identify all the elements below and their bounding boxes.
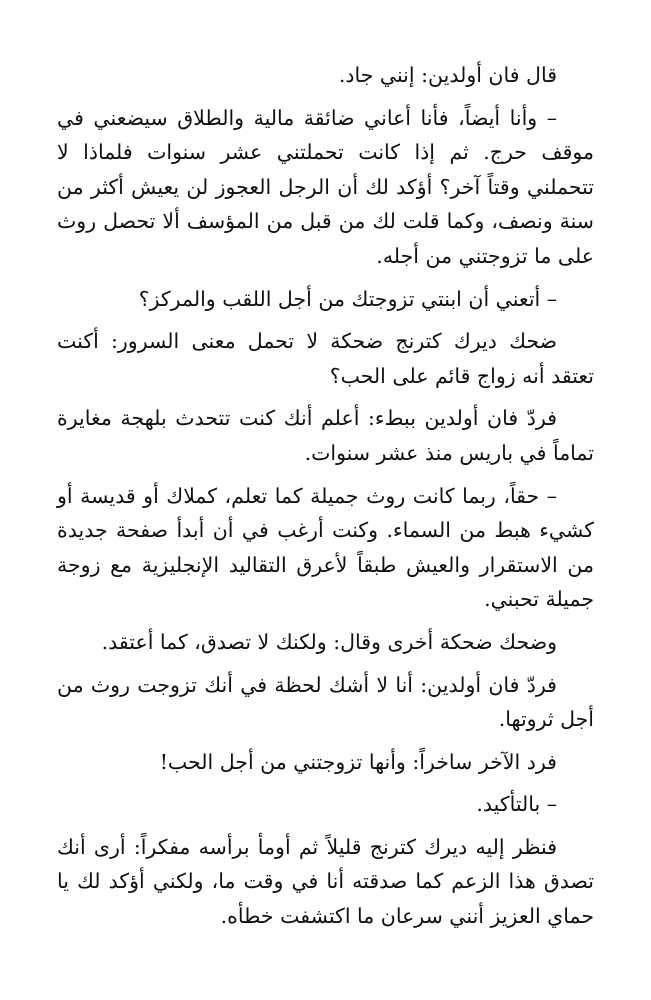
book-page-text [57,58,594,934]
paragraph: – أتعني أن ابنتي تزوجتك من أجل اللقب والمركز؟ [138,286,557,311]
paragraph: – وأنا أيضاً، فأنا أعاني ضائقة مالية والطلاق سيضعني في موقف حرج. ثم إذا كانت تحملتني عشر سنوات فلماذا لا تتحملني وقتاً آخر؟ أؤكد لك أن الرجل العجوز لن يعيش أكثر من سنة ونصف، وكما قلت لك من قبل من المؤسف ألا تحصل روث على ما تزوجتني من أجله. [57,105,594,268]
paragraph: فرد الآخر ساخراً: وأنها تزوجتني من أجل الحب! [159,749,557,774]
paragraph: – حقاً، ربما كانت روث جميلة كما تعلم، كملاك أو قديسة أو كشيء هبط من السماء. وكنت أرغب في أن أبدأ صفحة جديدة من الاستقرار والعيش طبقاً لأعرق التقاليد الإنجليزية مع زوجة جميلة تحبني. [57,483,594,612]
paragraph: فنظر إليه ديرك كترنج قليلاً ثم أومأ برأسه مفكراً: أرى أنك تصدق هذا الزعم كما صدقته أنا في وقت ما، ولكني أؤكد لك يا حماي العزيز أنني سرعان ما اكتشفت خطأه. [57,834,594,929]
paragraph: ضحك ديرك كترنج ضحكة لا تحمل معنى السرور: أكنت تعتقد أنه زواج قائم على الحب؟ [57,329,594,388]
paragraph: فردّ فان أولدين: أنا لا أشك لحظة في أنك تزوجت روث من أجل ثروتها. [57,672,594,732]
paragraph: فردّ فان أولدين ببطء: أعلم أنك كنت تتحدث بلهجة مغايرة تماماً في باريس منذ عشر سنوات. [57,406,594,465]
paragraph: – بالتأكيد. [476,792,557,817]
paragraph: وضحك ضحكة أخرى وقال: ولكنك لا تصدق، كما أعتقد. [101,629,557,654]
paragraph: قال فان أولدين: إنني جاد. [338,63,557,87]
